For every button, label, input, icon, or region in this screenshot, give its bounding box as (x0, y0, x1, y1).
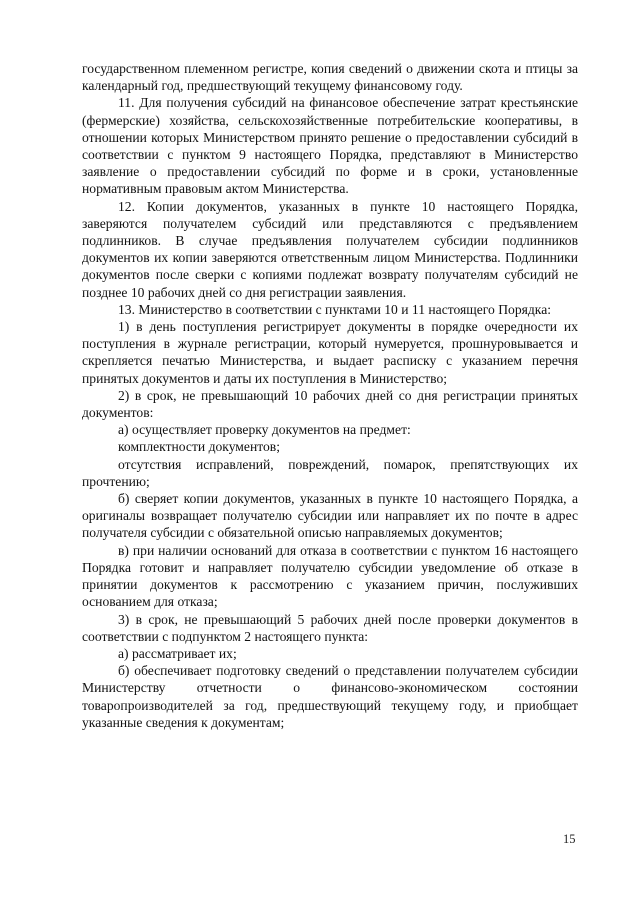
document-page (82, 60, 578, 731)
paragraph-subitem-1: 1) в день поступления регистрирует документы в порядке очередности их поступления в журнале регистрации, который нумеруется, прошнуровывается и скрепляется печатью Министерства, и выдает расписку с указанием перечня принятых документов и даты их поступления в Министерство; (82, 319, 578, 386)
paragraph-absence-of-corrections: отсутствия исправлений, повреждений, помарок, препятствующих их прочтению; (82, 456, 578, 489)
paragraph-subitem-2v: в) при наличии оснований для отказа в соответствии с пунктом 16 настоящего Порядка готовит и направляет получателю субсидии уведомление об отказе в принятии документов к рассмотрению с указанием причин, послуживших основанием для отказа; (82, 542, 578, 610)
paragraph-subitem-2: 2) в срок, не превышающий 10 рабочих дней со дня регистрации принятых документов: (82, 387, 578, 421)
page-number: 15 (563, 832, 576, 846)
paragraph-continuation: государственном племенном регистре, копия сведений о движении скота и птицы за календарный год, предшествующий текущему финансовому году. (82, 61, 578, 94)
paragraph-completeness: комплектности документов; (118, 439, 280, 455)
paragraph-subitem-2a: а) осуществляет проверку документов на предмет: (118, 422, 411, 438)
paragraph-item-13: 13. Министерство в соответствии с пунктами 10 и 11 настоящего Порядка: (118, 301, 552, 317)
paragraph-subitem-3a: а) рассматривает их; (118, 645, 237, 661)
paragraph-subitem-3b: б) обеспечивает подготовку сведений о представлении получателем субсидии Министерству отчетности о финансово-экономическом состоянии товаропроизводителей за год, предшествующий текущему году, и приобщает указанные сведения к документам; (82, 663, 578, 730)
paragraph-subitem-2b: б) сверяет копии документов, указанных в пункте 10 настоящего Порядка, а оригиналы возвращает получателю субсидии или направляет их по почте в адрес получателя субсидии с обязательной описью направляемых документов; (82, 491, 578, 541)
paragraph-item-11: 11. Для получения субсидий на финансовое обеспечение затрат крестьянские (фермерские) хозяйства, сельскохозяйственные потребительские кооперативы, в отношении которых Министерством принято решение о предоставлении субсидий в соответствии с пунктом 9 настоящего Порядка, представляют в Министерство заявление о предоставлении субсидий по форме и в сроки, установленные нормативным правовым актом Министерства. (82, 95, 578, 197)
paragraph-subitem-3: 3) в срок, не превышающий 5 рабочих дней после проверки документов в соответствии с подпунктом 2 настоящего пункта: (82, 611, 578, 644)
paragraph-item-12: 12. Копии документов, указанных в пункте 10 настоящего Порядка, заверяются получателем субсидий или представляются с предъявлением подлинников. В случае предъявления получателем субсидии подлинников документов их копии заверяются ответственным лицом Министерства. Подлинники документов после сверки с копиями подлежат возврату получателям субсидий не позднее 10 рабочих дней со дня регистрации заявления. (82, 198, 578, 300)
